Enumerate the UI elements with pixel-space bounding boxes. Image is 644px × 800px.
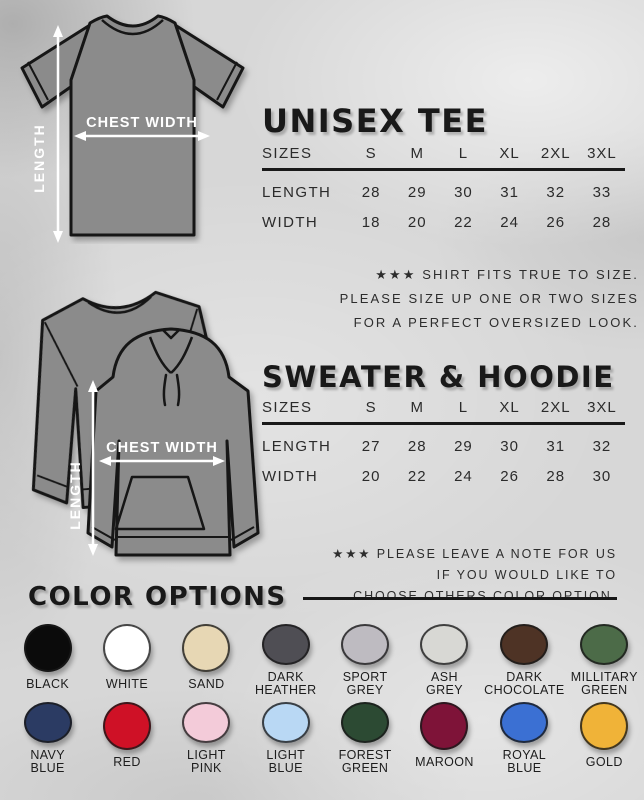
size-value: 24 [500,213,519,231]
color-swatch-label-line: DARK [506,670,543,684]
size-table-row [262,468,625,485]
size-value: 27 [361,438,381,456]
tee-length-label: LENGTH [31,123,47,193]
color-swatch-circle [24,702,72,743]
color-swatch-label-line: GREEN [581,683,628,697]
size-value: 28 [361,183,381,201]
size-value: 29 [407,183,427,201]
color-swatch-circle [262,702,310,743]
color-swatch-label-line: MAROON [415,755,474,769]
color-swatch [565,624,644,697]
note-line: IF YOU WOULD LIKE TO [436,568,617,582]
column-header: SIZES [262,399,313,417]
tee-chest-width-label: CHEST WIDTH [86,115,198,131]
color-swatch-label-line: BLUE [507,761,542,775]
color-swatch-label-line: MILLITARY [570,670,638,684]
color-swatch [325,702,404,775]
row-label: WIDTH [262,213,319,231]
color-swatch-grid [8,624,644,775]
color-swatch-label [113,756,141,769]
color-swatch-label-line: LIGHT [186,748,226,762]
color-swatch-label-line: HEATHER [254,683,317,697]
color-swatch-circle [341,624,389,665]
color-swatch-label [106,678,148,691]
color-swatch [565,702,644,775]
color-swatch-label-line: GOLD [585,755,623,769]
color-swatch-label-line: ASH [431,670,458,684]
size-value: 31 [500,183,519,201]
tshirt-diagram [10,8,258,244]
size-value: 28 [407,438,427,456]
size-value: 20 [361,468,381,486]
unisex-tee-section [262,104,625,231]
color-swatch [167,624,246,697]
unisex-tee-title: UNISEX TEE [262,102,488,140]
size-table-row [262,438,625,455]
color-swatch-circle [500,702,548,743]
color-swatch [87,702,166,775]
color-swatch-label-line: LIGHT [266,748,306,762]
color-swatch-circle [182,702,230,743]
color-swatch-label-line: SAND [188,677,225,691]
row-label: LENGTH [262,438,332,456]
size-value: 18 [361,213,381,231]
color-swatch-label [188,678,224,691]
column-header: XL [499,144,520,162]
color-swatch-circle [182,624,230,672]
color-swatch [405,702,484,775]
sweater-hoodie-section [262,362,625,485]
color-swatch-label-line: NAVY [30,748,66,762]
color-swatch-circle [580,624,628,665]
color-options-header [28,583,617,611]
size-value: 30 [500,438,519,456]
hoodie-length-label: LENGTH [67,460,83,530]
tee-fit-note [299,263,639,335]
color-swatch-label [255,671,317,697]
color-swatch-label [26,678,69,691]
size-value: 22 [407,468,427,486]
size-value: 32 [592,438,612,456]
color-swatch-label [571,671,638,697]
size-table-row [262,214,625,231]
color-swatch-label-line: DARK [267,670,304,684]
column-header: 3XL [587,144,617,162]
color-swatch-label-line: BLUE [30,761,65,775]
color-options-divider [303,597,617,600]
color-swatch-label [339,749,392,775]
color-swatch-circle [341,702,389,743]
color-swatch-circle [24,624,72,672]
color-swatch-circle [580,702,628,750]
color-swatch-circle [103,702,151,750]
size-table-header-row [262,145,625,171]
color-swatch-label-line: RED [113,755,141,769]
size-value: 20 [407,213,427,231]
color-swatch-label [343,671,388,697]
color-swatch [484,702,564,775]
color-swatch-label-line: FOREST [338,748,392,762]
color-swatch [405,624,484,697]
size-value: 30 [454,183,473,201]
size-value: 31 [546,438,566,456]
color-swatch [8,702,87,775]
color-swatch [325,624,404,697]
row-label: LENGTH [262,183,332,201]
color-swatch-label-line: SPORT [342,670,388,684]
color-swatch-label-line: GREEN [341,761,389,775]
color-swatch [167,702,246,775]
color-swatch-label [266,749,305,775]
color-swatch-circle [500,624,548,665]
color-swatch-label [426,671,463,697]
color-swatch-circle [420,624,468,665]
note-line: ★★★ PLEASE LEAVE A NOTE FOR US [332,547,617,561]
size-value: 32 [546,183,566,201]
note-line: FOR A PERFECT OVERSIZED LOOK. [353,315,639,330]
color-swatch-label [503,749,546,775]
size-value: 26 [546,213,566,231]
sweater-hoodie-diagram [0,281,270,571]
size-value: 22 [454,213,473,231]
color-swatch-circle [420,702,468,750]
color-swatch-circle [103,624,151,672]
sweater-hoodie-title: SWEATER & HOODIE [262,360,615,394]
color-swatch [8,624,87,697]
column-header: 2XL [540,399,571,417]
color-swatch-circle [262,624,310,665]
size-value: 26 [500,468,519,486]
color-swatch-label-line: GREY [425,683,463,697]
hoodie-chest-width-label: CHEST WIDTH [106,440,218,456]
size-value: 28 [592,213,612,231]
color-swatch-label [30,749,65,775]
column-header: L [458,399,469,417]
size-table-header-row [262,399,625,425]
color-swatch-label-line: BLACK [26,677,70,691]
column-header: XL [499,399,520,417]
color-swatch-label-line: BLUE [268,761,303,775]
size-value: 28 [546,468,566,486]
column-header: SIZES [262,144,313,162]
sweater-hoodie-size-table [262,399,625,485]
size-value: 24 [454,468,473,486]
color-swatch-label-line: CHOCOLATE [484,683,565,697]
size-value: 29 [454,438,473,456]
color-swatch [484,624,564,697]
color-swatch-label-line: GREY [346,683,384,697]
color-swatch-label-line: WHITE [105,677,149,691]
column-header: M [410,144,424,162]
color-swatch-label [415,756,474,769]
column-header: M [410,399,424,417]
row-label: WIDTH [262,468,319,486]
column-header: 3XL [587,399,617,417]
color-swatch-label-line: PINK [191,761,222,775]
color-swatch-label-line: ROYAL [502,748,547,762]
color-options-title: COLOR OPTIONS [28,582,287,612]
color-swatch-label [586,756,623,769]
color-swatch-label [484,671,564,697]
column-header: S [365,144,377,162]
size-table-row [262,184,625,201]
column-header: L [458,144,469,162]
size-value: 30 [592,468,612,486]
note-line: PLEASE SIZE UP ONE OR TWO SIZES [339,291,639,306]
size-value: 33 [592,183,612,201]
note-line: ★★★ SHIRT FITS TRUE TO SIZE. [375,267,639,282]
unisex-tee-size-table [262,145,625,231]
color-swatch [246,702,325,775]
column-header: 2XL [540,144,571,162]
column-header: S [365,399,377,417]
color-swatch [87,624,166,697]
color-swatch-label [187,749,226,775]
color-swatch [246,624,325,697]
